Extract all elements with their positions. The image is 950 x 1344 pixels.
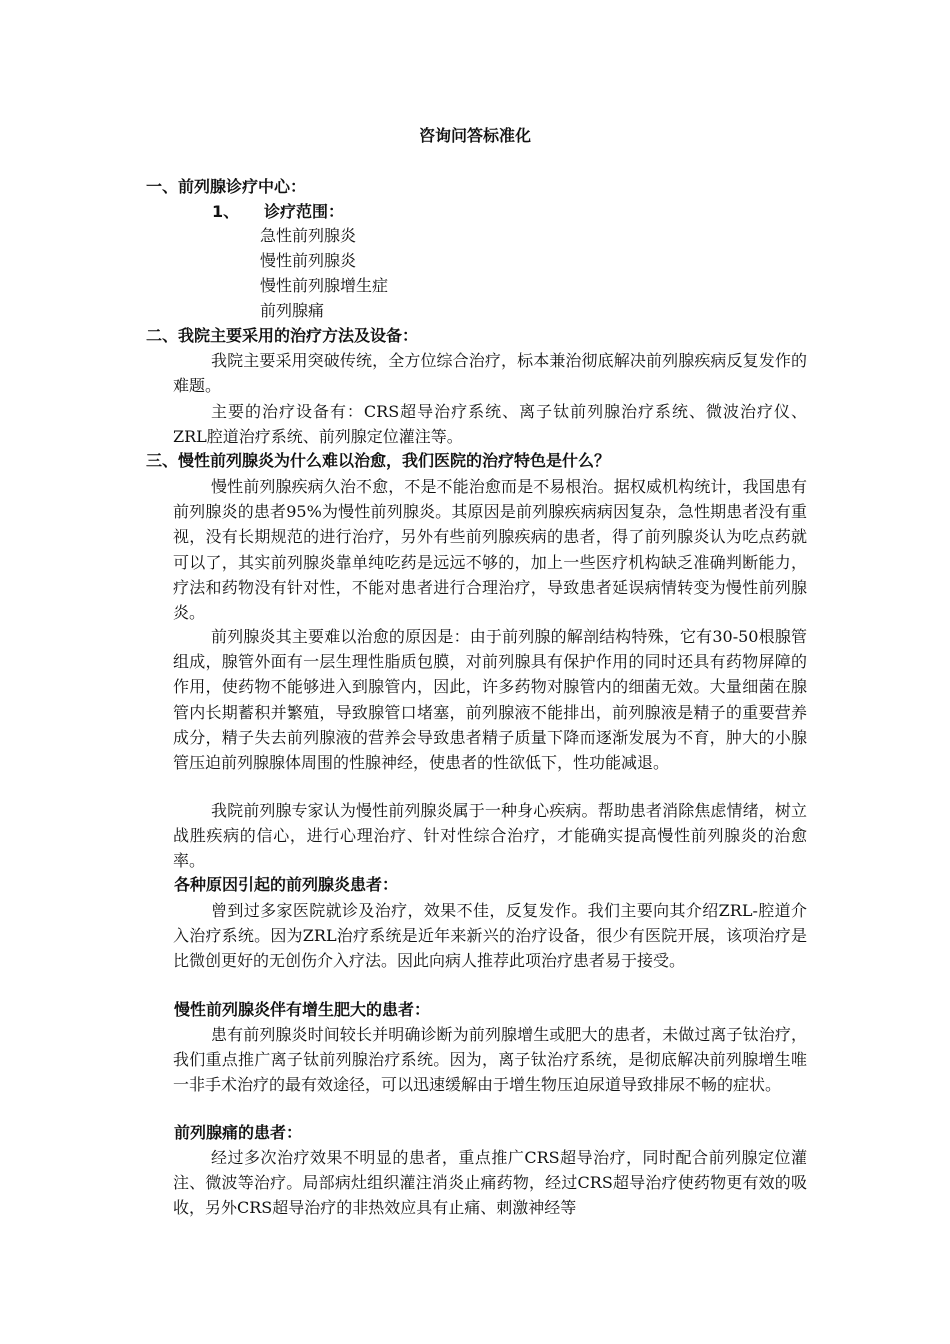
case-heading: 前列腺痛的患者： [174, 1123, 303, 1142]
section1-subheading [212, 200, 344, 224]
paragraph: 我院主要采用突破传统，全方位综合治疗，标本兼治彻底解决前列腺疾病反复发作的难题。 [173, 351, 807, 396]
paragraph: 慢性前列腺疾病久治不愈，不是不能治愈而是不易根治。据权威机构统计，我国患有前列腺炎的患者95%为慢性前列腺炎。其原因是前列腺疾病病因复杂，急性期患者没有重视，没有长期规范的进行治疗，另外有些前列腺疾病的患者，得了前列腺炎认为吃点药就可以了，其实前列腺炎靠单纯吃药是远远不够的，加上一些医疗机构缺乏准确判断能力，疗法和药物没有针对性，不能对患者进行合理治疗，导致患者延误病情转变为慢性前列腺炎。 [173, 477, 807, 623]
scope-item: 慢性前列腺增生症 [260, 276, 389, 295]
scope-item: 慢性前列腺炎 [260, 251, 357, 270]
case-paragraph: 患有前列腺炎时间较长并明确诊断为前列腺增生或肥大的患者，未做过离子钛治疗，我们重点推广离子钛前列腺治疗系统。因为，离子钛治疗系统，是彻底解决前列腺增生唯一非手术治疗的最有效途径，可以迅速缓解由于增生物压迫尿道导致排尿不畅的症状。 [173, 1025, 807, 1095]
subheading-number: 1、 [212, 202, 240, 221]
scope-item: 急性前列腺炎 [260, 226, 357, 245]
section2-heading: 二、我院主要采用的治疗方法及设备： [146, 326, 419, 345]
case-heading: 慢性前列腺炎伴有增生肥大的患者： [174, 1000, 431, 1019]
subheading-text: 诊疗范围： [264, 202, 345, 221]
case-paragraph: 曾到过多家医院就诊及治疗，效果不佳，反复发作。我们主要向其介绍ZRL-腔道介入治疗系统。因为ZRL治疗系统是近年来新兴的治疗设备，很少有医院开展，该项治疗是比微创更好的无创伤介入疗法。因此向病人推荐此项治疗患者易于接受。 [173, 901, 807, 971]
case-paragraph: 经过多次治疗效果不明显的患者，重点推广CRS超导治疗，同时配合前列腺定位灌注、微波等治疗。局部病灶组织灌注消炎止痛药物，经过CRS超导治疗使药物更有效的吸收，另外CRS超导治疗的非热效应具有止痛、刺激神经等 [173, 1148, 807, 1218]
scope-item: 前列腺痛 [260, 301, 325, 320]
section3-heading: 三、慢性前列腺炎为什么难以治愈，我们医院的治疗特色是什么？ [146, 451, 611, 470]
page-title: 咨询问答标准化 [418, 126, 531, 145]
case-heading: 各种原因引起的前列腺炎患者： [174, 875, 399, 894]
section1-heading: 一、前列腺诊疗中心： [146, 177, 307, 196]
paragraph: 前列腺炎其主要难以治愈的原因是：由于前列腺的解剖结构特殊，它有30-50根腺管组成，腺管外面有一层生理性脂质包膜，对前列腺具有保护作用的同时还具有药物屏障的作用，使药物不能够进入到腺管内，因此，许多药物对腺管内的细菌无效。大量细菌在腺管内长期蓄积并繁殖，导致腺管口堵塞，前列腺液不能排出，前列腺液是精子的重要营养成分，精子失去前列腺液的营养会导致患者精子质量下降而逐渐发展为不育，肿大的小腺管压迫前列腺腺体周围的性腺神经，使患者的性欲低下，性功能减退。 [173, 627, 807, 773]
paragraph: 我院前列腺专家认为慢性前列腺炎属于一种身心疾病。帮助患者消除焦虑情绪，树立战胜疾病的信心，进行心理治疗、针对性综合治疗，才能确实提高慢性前列腺炎的治愈率。 [173, 801, 807, 871]
paragraph: 主要的治疗设备有：CRS超导治疗系统、离子钛前列腺治疗系统、微波治疗仪、ZRL腔道治疗系统、前列腺定位灌注等。 [173, 402, 807, 447]
